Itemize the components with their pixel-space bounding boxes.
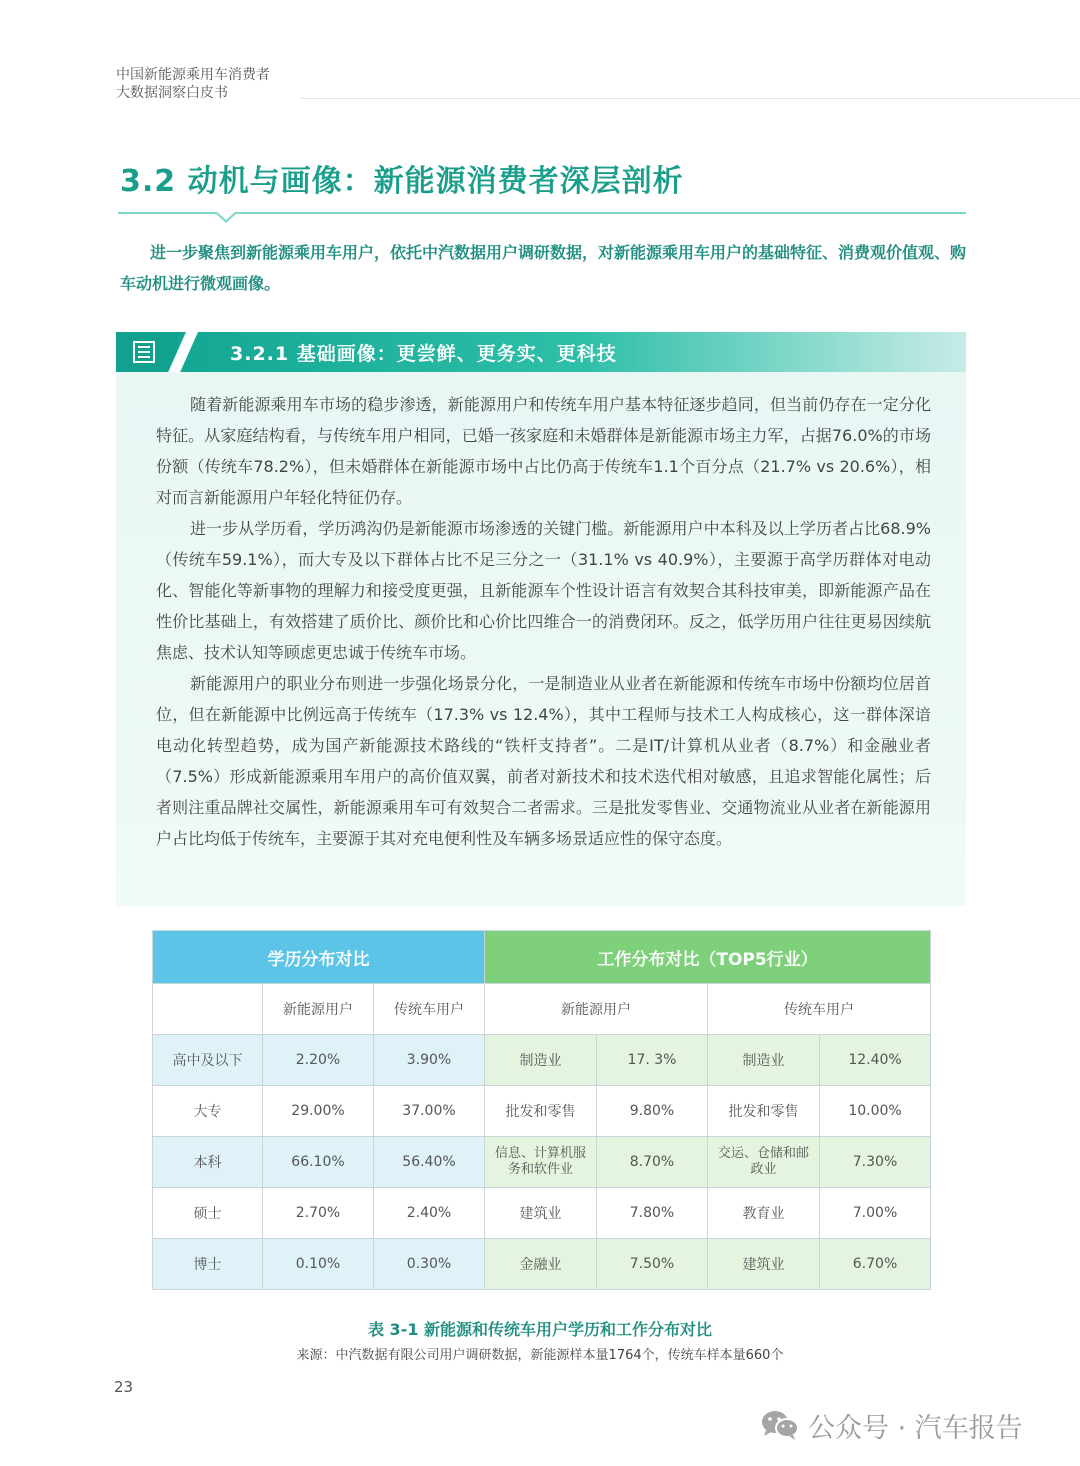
- level-cell: 博士: [153, 1239, 263, 1290]
- table-row: [153, 1239, 931, 1290]
- section-intro: 进一步聚焦到新能源乘用车用户，依托中汽数据用户调研数据，对新能源乘用车用户的基础特征、消费观价值观、购车动机进行微观画像。: [120, 243, 967, 293]
- title-divider: [118, 212, 966, 214]
- edu-ne-cell: 2.20%: [263, 1035, 374, 1086]
- subsection-panel: [116, 332, 966, 906]
- work-ne-subheader: 新能源用户: [485, 984, 708, 1035]
- paragraph-occupation: 新能源用户的职业分布则进一步强化场景分化，一是制造业从业者在新能源和传统车市场中份额均位居首位，但在新能源中比例远高于传统车（17.3% vs 12.4%），其中工程师与技术工人构成核心，这一群体深谙电动化转型趋势，成为国产新能源技术路线的“铁杆支持者”。二是IT/计算机从业者（8.7%）和金融业者（7.5%）形成新能源乘用车用户的高价值双翼，前者对新技术和技术迭代相对敏感，且追求智能化属性；后者则注重品牌社交属性，新能源乘用车可有效契合二者需求。三是批发零售业、交通物流业从业者在新能源用户占比均低于传统车，主要源于其对充电便利性及车辆多场景适应性的保守态度。: [156, 674, 931, 848]
- wechat-icon: [760, 1408, 800, 1442]
- list-icon: [116, 332, 178, 372]
- table-source: 来源：中汽数据有限公司用户调研数据，新能源样本量1764个，传统车样本量660个: [296, 1348, 784, 1363]
- level-cell: 大专: [153, 1086, 263, 1137]
- header-divider: [300, 98, 1080, 99]
- tr-share-cell: 7.30%: [820, 1137, 931, 1188]
- work-header: 工作分布对比（TOP5行业）: [485, 931, 931, 984]
- tr-share-cell: 7.00%: [820, 1188, 931, 1239]
- edu-tr-cell: 0.30%: [374, 1239, 485, 1290]
- tr-industry-cell: 交运、仓储和邮政业: [708, 1137, 820, 1188]
- ne-industry-cell: 制造业: [485, 1035, 597, 1086]
- document-header: [116, 66, 270, 102]
- watermark-text: 公众号 · 汽车报告: [808, 1412, 1023, 1444]
- header-line-1: 中国新能源乘用车消费者: [116, 67, 270, 83]
- paragraph-education: 进一步从学历看，学历鸿沟仍是新能源市场渗透的关键门槛。新能源用户中本科及以上学历者占比68.9%（传统车59.1%），而大专及以下群体占比不足三分之一（31.1% vs 40.9%），主要源于高学历群体对电动化、智能化等新事物的理解力和接受度更强，且新能源车个性设计语言有效契合其科技审美，即新能源产品在性价比基础上，有效搭建了质价比、颜价比和心价比四维合一的消费闭环。反之，低学历用户往往更易因续航焦虑、技术认知等顾虑更忠诚于传统车市场。: [156, 519, 931, 662]
- ne-industry-cell: 建筑业: [485, 1188, 597, 1239]
- level-cell: 硕士: [153, 1188, 263, 1239]
- edu-tr-subheader: 传统车用户: [374, 984, 485, 1035]
- ne-share-cell: 7.80%: [597, 1188, 708, 1239]
- edu-ne-subheader: 新能源用户: [263, 984, 374, 1035]
- ne-share-cell: 7.50%: [597, 1239, 708, 1290]
- ne-industry-cell: 金融业: [485, 1239, 597, 1290]
- ne-share-cell: 9.80%: [597, 1086, 708, 1137]
- work-tr-subheader: 传统车用户: [708, 984, 931, 1035]
- ne-share-cell: 8.70%: [597, 1137, 708, 1188]
- edu-ne-cell: 2.70%: [263, 1188, 374, 1239]
- subsection-title: 3.2.1 基础画像：更尝鲜、更务实、更科技: [230, 343, 617, 365]
- edu-tr-cell: 37.00%: [374, 1086, 485, 1137]
- tr-share-cell: 6.70%: [820, 1239, 931, 1290]
- section-title: 3.2 动机与画像：新能源消费者深层剖析: [120, 164, 684, 199]
- edu-ne-cell: 29.00%: [263, 1086, 374, 1137]
- page-number: 23: [114, 1378, 134, 1396]
- distribution-table: [152, 930, 931, 1290]
- tr-industry-cell: 制造业: [708, 1035, 820, 1086]
- paragraph-family: 随着新能源乘用车市场的稳步渗透，新能源用户和传统车用户基本特征逐步趋同，但当前仍存在一定分化特征。从家庭结构看，与传统车用户相同，已婚一孩家庭和未婚群体是新能源市场主力军，占据76.0%的市场份额（传统车78.2%），但未婚群体在新能源市场中占比仍高于传统车1.1个百分点（21.7% vs 20.6%），相对而言新能源用户年轻化特征仍存。: [156, 395, 931, 507]
- level-cell: 高中及以下: [153, 1035, 263, 1086]
- tr-share-cell: 12.40%: [820, 1035, 931, 1086]
- table-row: [153, 1035, 931, 1086]
- header-line-2: 大数据洞察白皮书: [116, 85, 228, 101]
- level-cell: 本科: [153, 1137, 263, 1188]
- edu-ne-cell: 0.10%: [263, 1239, 374, 1290]
- subsection-body: [156, 389, 931, 854]
- table-row: [153, 1137, 931, 1188]
- edu-tr-cell: 56.40%: [374, 1137, 485, 1188]
- ne-industry-cell: 信息、计算机服务和软件业: [485, 1137, 597, 1188]
- tr-industry-cell: 批发和零售: [708, 1086, 820, 1137]
- education-header: 学历分布对比: [153, 931, 485, 984]
- empty-corner-cell: [153, 984, 263, 1035]
- edu-ne-cell: 66.10%: [263, 1137, 374, 1188]
- watermark: [760, 1400, 1023, 1450]
- edu-tr-cell: 2.40%: [374, 1188, 485, 1239]
- table-row: [153, 1086, 931, 1137]
- ne-share-cell: 17. 3%: [597, 1035, 708, 1086]
- table-caption: 表 3-1 新能源和传统车用户学历和工作分布对比: [367, 1320, 713, 1339]
- table-row: [153, 1188, 931, 1239]
- tr-industry-cell: 教育业: [708, 1188, 820, 1239]
- edu-tr-cell: 3.90%: [374, 1035, 485, 1086]
- ne-industry-cell: 批发和零售: [485, 1086, 597, 1137]
- tr-share-cell: 10.00%: [820, 1086, 931, 1137]
- tr-industry-cell: 建筑业: [708, 1239, 820, 1290]
